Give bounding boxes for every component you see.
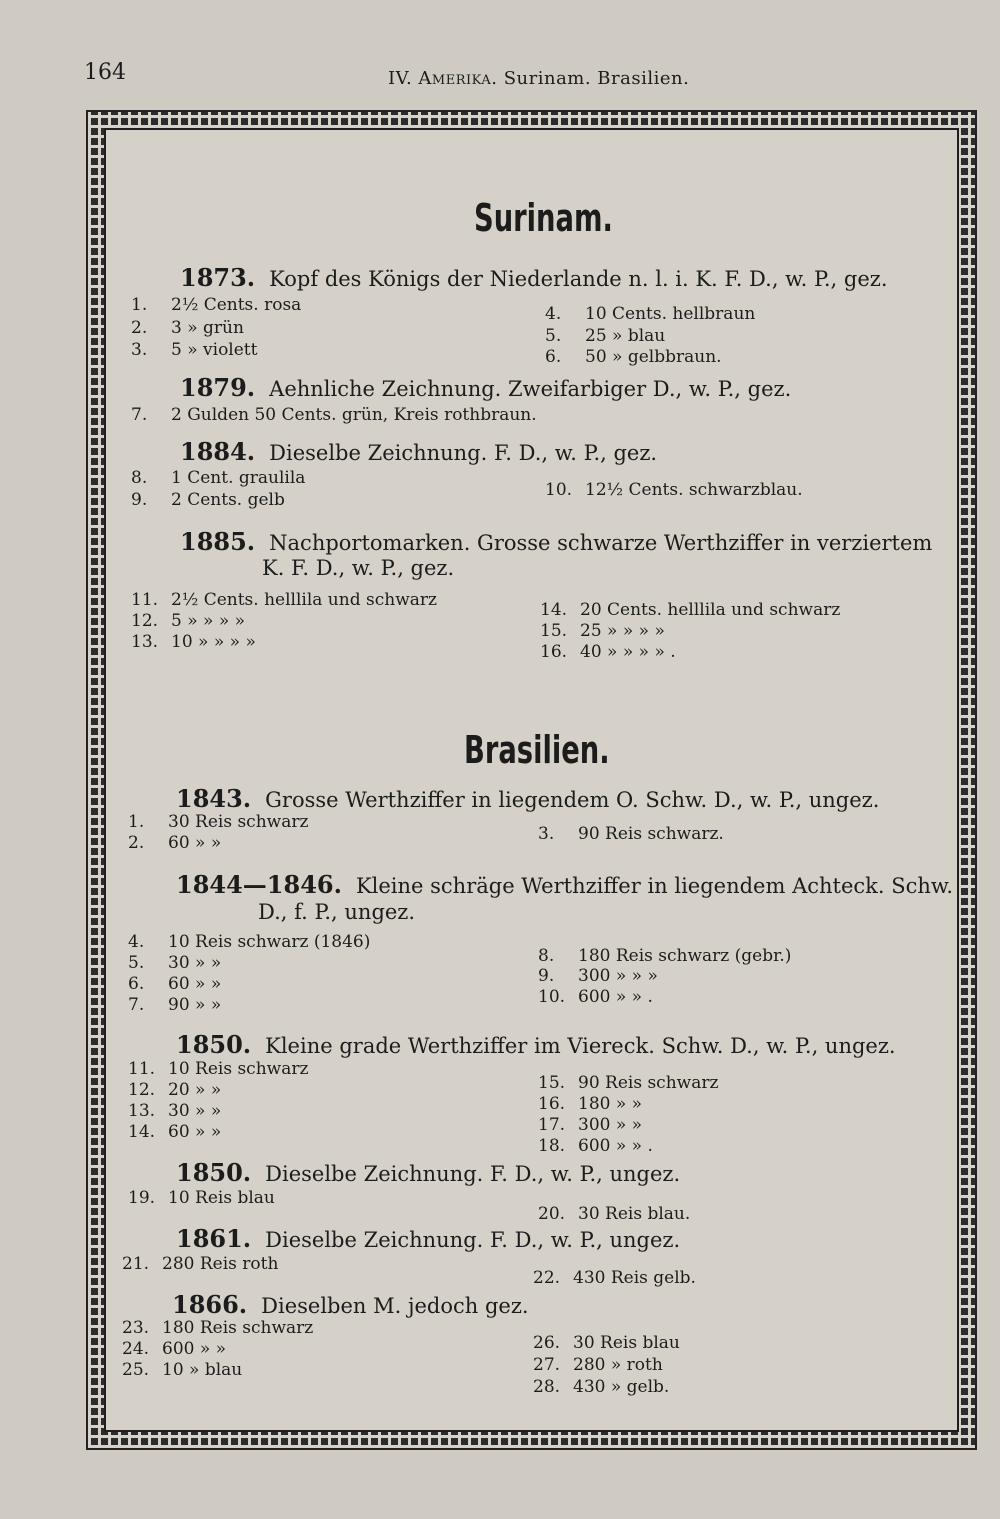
issue-heading [176,1158,680,1187]
entry-number: 11. [128,1059,156,1079]
entry-number: 1. [128,812,145,832]
stamp-entry [533,1377,669,1397]
entry-number: 9. [538,966,555,986]
entry-text: 10 Reis schwarz (1846) [168,932,371,952]
entry-number: 13. [131,632,159,652]
entry-text: 2½ Cents. helllila und schwarz [171,590,437,610]
entry-text: 600 » » . [578,1136,653,1156]
entry-number: 19. [128,1188,156,1208]
entry-text: 20 » » [168,1080,222,1100]
entry-text: 25 » » » » [580,621,665,641]
stamp-entry [131,590,437,610]
entry-text: 30 » » [168,953,222,973]
entry-text: 180 Reis schwarz [162,1318,314,1338]
stamp-entry [533,1355,663,1375]
issue-description: Grosse Werthziffer in liegendem O. Schw. D., w. P., ungez. [265,788,880,812]
entry-text: 430 » gelb. [573,1377,670,1397]
issue-description: Aehnliche Zeichnung. Zweifarbiger D., w. P., gez. [269,377,792,401]
entry-number: 4. [128,932,145,952]
entry-text: 90 Reis schwarz [578,1073,719,1093]
stamp-entry [128,833,221,853]
entry-number: 3. [538,824,555,844]
entry-text: 2 Gulden 50 Cents. grün, Kreis rothbraun. [171,405,537,425]
stamp-entry [128,812,308,832]
issue-heading [180,437,657,466]
stamp-entry [538,824,724,844]
stamp-entry [131,405,537,425]
entry-number: 21. [122,1254,150,1274]
stamp-entry [538,1136,653,1156]
stamp-entry [533,1268,696,1288]
issue-year: 1879. [180,373,256,402]
entry-number: 6. [128,974,145,994]
entry-text: 2½ Cents. rosa [171,295,302,315]
entry-text: 180 Reis schwarz (gebr.) [578,946,792,966]
entry-text: 30 Reis blau. [578,1204,691,1224]
issue-year: 1843. [176,784,252,813]
stamp-entry [131,468,305,488]
issue-description: Nachportomarken. Grosse schwarze Werthziffer in verziertem [269,531,933,555]
stamp-entry [128,1188,275,1208]
issue-description: Kopf des Königs der Niederlande n. l. i. K. F. D., w. P., gez. [269,267,888,291]
entry-number: 14. [128,1122,156,1142]
running-head-region: Amerika. [418,68,498,89]
entry-number: 1. [131,295,148,315]
entry-text: 300 » » » [578,966,658,986]
issue-heading [180,263,888,292]
entry-text: 10 » » » » [171,632,256,652]
stamp-entry [538,1073,718,1093]
stamp-entry [128,1059,308,1079]
entry-number: 26. [533,1333,561,1353]
stamp-entry [538,966,658,986]
issue-description: Dieselben M. jedoch gez. [261,1294,529,1318]
entry-text: 25 » blau [585,326,666,346]
stamp-entry [131,632,256,652]
entry-text: 30 » » [168,1101,222,1121]
entry-text: 10 Reis blau [168,1188,275,1208]
stamp-entry [128,995,221,1015]
issue-description: Kleine grade Werthziffer im Viereck. Schw. D., w. P., ungez. [265,1034,896,1058]
entry-text: 1 Cent. graulila [171,468,306,488]
entry-text: 300 » » [578,1115,643,1135]
entry-text: 10 Reis schwarz [168,1059,309,1079]
entry-text: 180 » » [578,1094,643,1114]
entry-number: 7. [128,995,145,1015]
issue-heading [176,870,953,899]
issue-year: 1850. [176,1030,252,1059]
entry-text: 60 » » [168,1122,222,1142]
running-head-roman: IV. [388,68,413,89]
stamp-entry [533,1333,680,1353]
entry-number: 5. [545,326,562,346]
entry-number: 6. [545,347,562,367]
entry-text: 50 » gelbbraun. [585,347,722,367]
entry-number: 2. [128,833,145,853]
running-head-rest: Surinam. Brasilien. [503,68,690,89]
entry-number: 5. [128,953,145,973]
stamp-entry [545,480,803,500]
entry-number: 16. [538,1094,566,1114]
issue-heading [176,1224,680,1253]
entry-text: 600 » » . [578,987,653,1007]
entry-number: 24. [122,1339,150,1359]
issue-heading [172,1290,529,1319]
stamp-entry [545,304,755,324]
entry-number: 22. [533,1268,561,1288]
stamp-entry [122,1339,226,1359]
stamp-entry [128,1122,221,1142]
entry-text: 5 » » » » [171,611,246,631]
entry-number: 9. [131,490,148,510]
stamp-entry [128,974,221,994]
stamp-entry [122,1318,313,1338]
entry-number: 13. [128,1101,156,1121]
entry-number: 28. [533,1377,561,1397]
stamp-entry [122,1360,242,1380]
entry-text: 90 » » [168,995,222,1015]
entry-number: 3. [131,340,148,360]
issue-heading [176,784,879,813]
issue-year: 1884. [180,437,256,466]
issue-heading [180,373,791,402]
entry-text: 3 » grün [171,318,244,338]
entry-number: 4. [545,304,562,324]
stamp-entry [131,490,285,510]
stamp-entry [122,1254,278,1274]
running-head [388,68,689,89]
entry-number: 27. [533,1355,561,1375]
entry-number: 12. [131,611,159,631]
stamp-entry [545,326,665,346]
stamp-entry [540,621,665,641]
entry-number: 8. [538,946,555,966]
entry-number: 2. [131,318,148,338]
section-title-surinam: Surinam. [474,196,613,240]
stamp-entry [538,1115,642,1135]
entry-text: 60 » » [168,974,222,994]
stamp-entry [538,1204,690,1224]
stamp-entry [131,318,244,338]
stamp-entry [128,1080,221,1100]
page-number: 164 [84,60,126,85]
stamp-entry [128,953,221,973]
entry-number: 16. [540,642,568,662]
entry-number: 11. [131,590,159,610]
stamp-entry [545,347,722,367]
entry-text: 280 » roth [573,1355,663,1375]
stamp-entry [540,600,840,620]
entry-number: 8. [131,468,148,488]
stamp-entry [538,1094,642,1114]
stamp-entry [128,932,370,952]
entry-number: 14. [540,600,568,620]
entry-number: 23. [122,1318,150,1338]
entry-number: 15. [540,621,568,641]
entry-text: 430 Reis gelb. [573,1268,696,1288]
stamp-entry [131,295,301,315]
entry-text: 5 » violett [171,340,258,360]
entry-text: 600 » » [162,1339,227,1359]
entry-number: 17. [538,1115,566,1135]
stamp-entry [131,340,257,360]
issue-heading [176,1030,896,1059]
entry-number: 10. [538,987,566,1007]
stamp-entry [131,611,245,631]
stamp-entry [538,987,653,1007]
entry-text: 30 Reis blau [573,1333,680,1353]
entry-number: 20. [538,1204,566,1224]
issue-year: 1873. [180,263,256,292]
issue-heading [180,527,932,556]
issue-year: 1850. [176,1158,252,1187]
entry-number: 12. [128,1080,156,1100]
entry-number: 25. [122,1360,150,1380]
issue-description: Kleine schräge Werthziffer in liegendem Achteck. Schw. [355,874,954,898]
issue-description: Dieselbe Zeichnung. F. D., w. P., gez. [269,441,658,465]
entry-text: 12½ Cents. schwarzblau. [585,480,803,500]
issue-description-continued: D., f. P., ungez. [258,900,416,924]
stamp-entry [538,946,791,966]
entry-text: 2 Cents. gelb [171,490,285,510]
issue-year: 1844—1846. [176,870,342,899]
section-title-brasilien: Brasilien. [464,728,610,772]
entry-text: 40 » » » » . [580,642,676,662]
issue-description-continued: K. F. D., w. P., gez. [262,556,455,580]
entry-text: 280 Reis roth [162,1254,279,1274]
issue-year: 1885. [180,527,256,556]
entry-number: 7. [131,405,148,425]
issue-description: Dieselbe Zeichnung. F. D., w. P., ungez. [265,1162,681,1186]
entry-text: 20 Cents. helllila und schwarz [580,600,841,620]
stamp-entry [128,1101,221,1121]
entry-text: 60 » » [168,833,222,853]
issue-year: 1866. [172,1290,248,1319]
entry-text: 10 Cents. hellbraun [585,304,756,324]
entry-text: 90 Reis schwarz. [578,824,724,844]
issue-year: 1861. [176,1224,252,1253]
issue-description: Dieselbe Zeichnung. F. D., w. P., ungez. [265,1228,681,1252]
entry-number: 10. [545,480,573,500]
entry-number: 15. [538,1073,566,1093]
entry-text: 10 » blau [162,1360,243,1380]
entry-text: 30 Reis schwarz [168,812,309,832]
stamp-entry [540,642,676,662]
entry-number: 18. [538,1136,566,1156]
